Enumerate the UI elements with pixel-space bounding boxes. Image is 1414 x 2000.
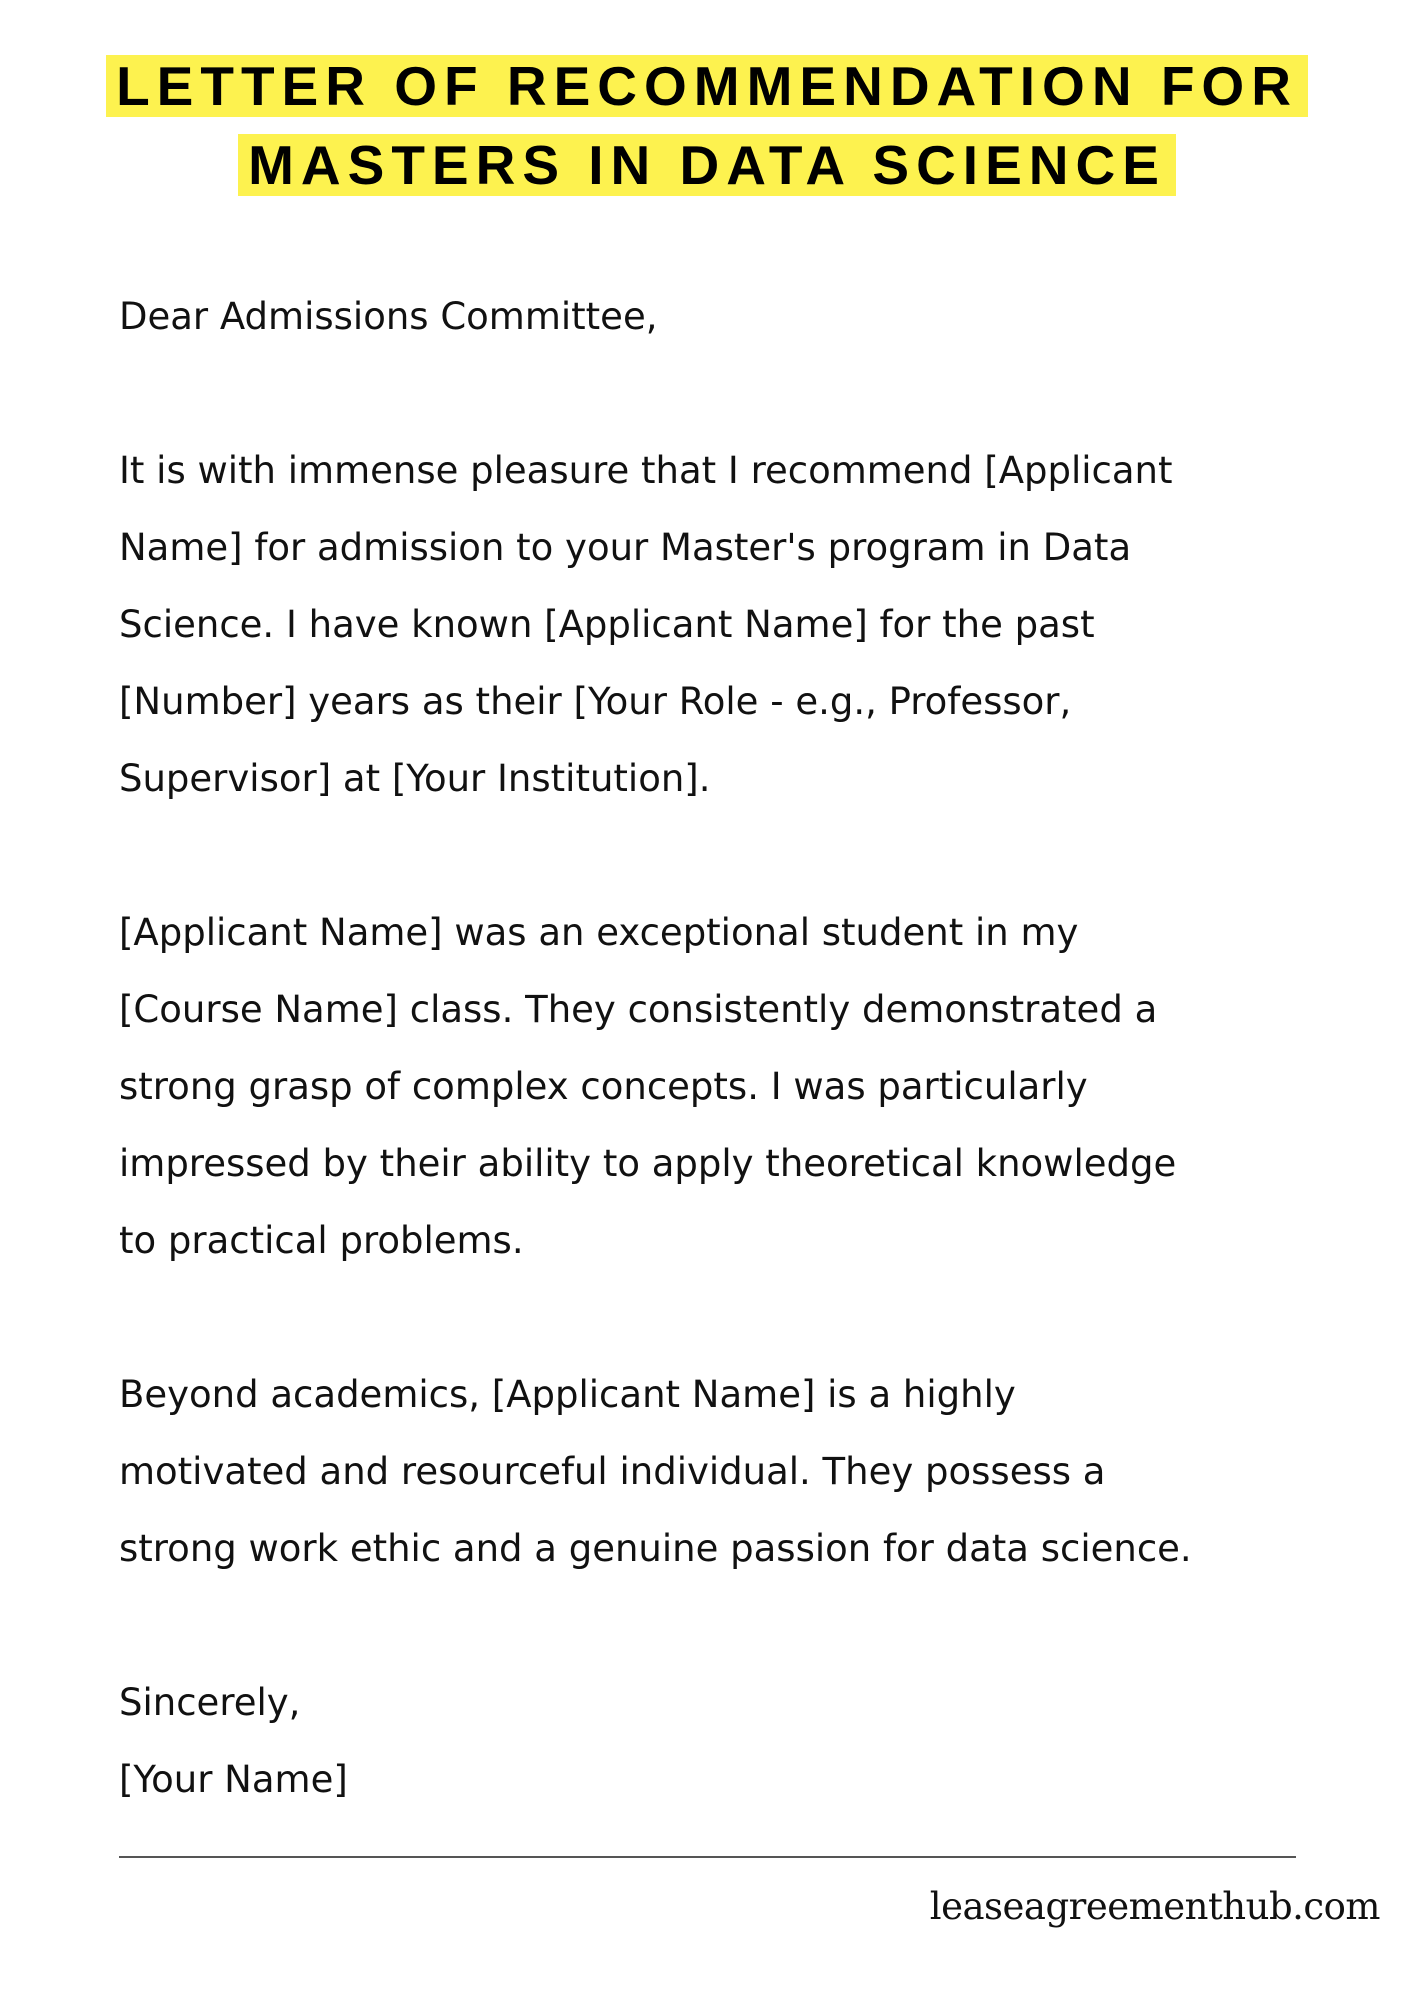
paragraph-1-line: Science. I have known [Applicant Name] for the past (119, 603, 1095, 646)
letter-body (119, 278, 1379, 1818)
paragraph-1-line: Supervisor] at [Your Institution]. (119, 757, 711, 800)
closing-block (119, 1664, 1379, 1818)
title-line-2: MASTERS IN DATA SCIENCE (238, 134, 1176, 196)
paragraph-2-line: strong grasp of complex concepts. I was particularly (119, 1065, 1088, 1108)
paragraph-2-line: [Course Name] class. They consistently demonstrated a (119, 988, 1158, 1031)
paragraph-2 (119, 894, 1379, 1279)
salutation: Dear Admissions Committee, (119, 295, 658, 338)
signature: [Your Name] (119, 1758, 348, 1801)
paragraph-1-line: It is with immense pleasure that I recommend [Applicant (119, 449, 1173, 492)
title-line-1: LETTER OF RECOMMENDATION FOR (106, 55, 1308, 117)
paragraph-1 (119, 432, 1379, 817)
paragraph-1-line: [Number] years as their [Your Role - e.g., Professor, (119, 680, 1072, 723)
paragraph-2-line: [Applicant Name] was an exceptional student in my (119, 911, 1079, 954)
paragraph-1-line: Name] for admission to your Master's program in Data (119, 526, 1132, 569)
paragraph-3-line: motivated and resourceful individual. They possess a (119, 1450, 1106, 1493)
paragraph-3-line: strong work ethic and a genuine passion for data science. (119, 1527, 1192, 1570)
page-title (0, 47, 1414, 205)
paragraph-3-line: Beyond academics, [Applicant Name] is a highly (119, 1373, 1016, 1416)
closing: Sincerely, (119, 1681, 301, 1724)
footer-divider (119, 1856, 1296, 1858)
salutation-block (119, 278, 1379, 355)
paragraph-2-line: to practical problems. (119, 1219, 524, 1262)
footer-website: leaseagreementhub.com (929, 1885, 1380, 1928)
paragraph-2-line: impressed by their ability to apply theoretical knowledge (119, 1142, 1177, 1185)
paragraph-3 (119, 1356, 1379, 1587)
